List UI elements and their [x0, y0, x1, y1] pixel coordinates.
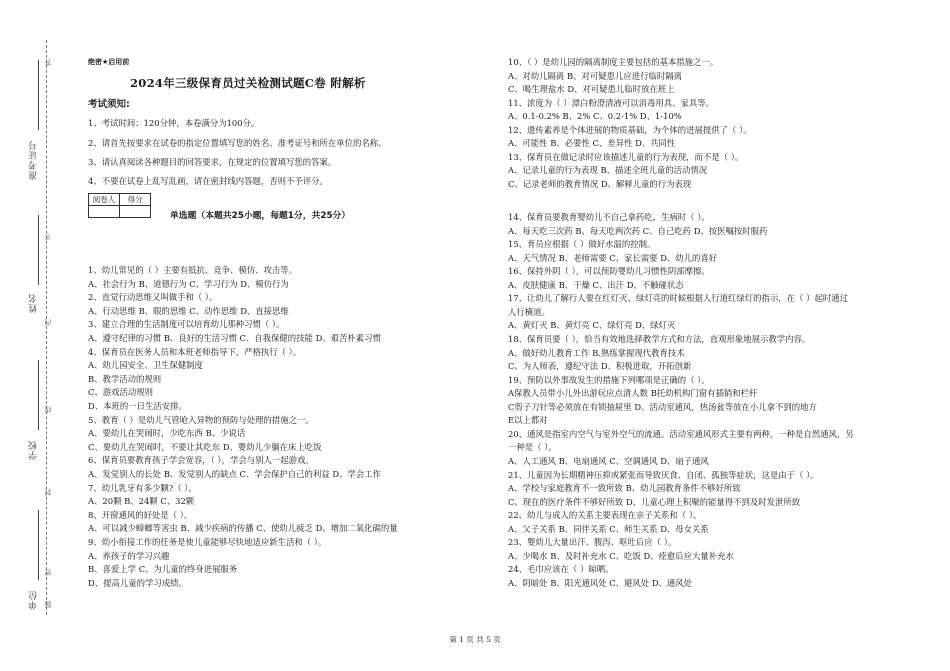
question-line: A、20颗 B、24颗 C、32颗 — [88, 496, 195, 507]
question-line: 3、建立合理的生活制度可以培育幼儿那种习惯（ ）。 — [88, 319, 285, 330]
question-line: E以上都对 — [508, 415, 548, 426]
question-line: A、黄灯灭 B、黄灯亮 C、绿灯亮 D、绿灯灭 — [508, 320, 676, 331]
question-line: A、父子关系 B、同伴关系 C、师生关系 D、母女关系 — [508, 523, 709, 534]
question-line: A、少喝水 B、及时补充水 C、吃饭 D、痊愈后应大量补充水 — [508, 550, 734, 561]
question-line: A、学校与家庭教育不一致所致 B、幼儿园教育条件不够好所致 — [508, 483, 741, 494]
notice-item: 2、请首先按要求在试卷的指定位置填写您的姓名、准考证号和所在单位的名称。 — [88, 138, 387, 148]
question-line: A、记录儿童的行为表现 B、描述全班儿童的活动情况 — [508, 165, 708, 176]
gutter-top-mark: 答 — [44, 58, 52, 66]
question-line: B、喜爱上学 C、为儿童的终身进展服务 — [88, 564, 238, 575]
question-line: 1、幼儿常见的（ ）主要有抵抗、竞争、模仿、攻击等。 — [88, 265, 297, 275]
question-line: D、本班的一日生活安排。 — [88, 401, 187, 411]
question-line: D、提高儿童的学习成绩。 — [88, 577, 187, 588]
question-line: 23、婴幼儿大量出汗、腹泻、呕吐后应（ ）。 — [508, 537, 677, 548]
question-line: A、行动思维 B、眼的思维 C、动作思维 D、直接思维 — [88, 305, 289, 316]
question-line: 24、毛巾应该在（ ）晾晒。 — [508, 564, 614, 575]
question-line: 5、教育（ ）是幼儿气管呛入异物的预防与处理的措施之一。 — [88, 414, 314, 425]
gutter-mark-bu: 不 — [44, 232, 52, 240]
question-line: A保教人员带小儿外出游玩应点清人数 B托幼机构门窗有插销和栏杆 — [508, 388, 758, 399]
notice-heading: 考试须知: — [88, 99, 130, 110]
question-line: A、人工通风 B、电扇通风 C、空调通风 D、扇子通风 — [508, 455, 709, 466]
question-line: A、发觉别人的长处 B、发觉别人的缺点 C、学会保护自己的利益 D、学会工作 — [88, 469, 381, 479]
question-line: 13、保育员在做记录时应该描述儿童的行为表现，而不是（ ）。 — [508, 151, 744, 162]
question-line: 2、直觉行动思维又叫做手和（ ）。 — [88, 292, 218, 303]
question-line: B、教学活动的规则 — [88, 373, 162, 384]
question-line: A、社会行为 B、道德行为 C、学习行为 D、模仿行为 — [88, 278, 289, 289]
question-line: A、0.1-0.2% B、2% C、0.2-1% D、1-10% — [508, 111, 682, 122]
gutter-label-unit: 单位 — [29, 590, 39, 610]
notice-item: 4、不要在试卷上乱写乱画，请在密封线内答题，否则不予评分。 — [88, 176, 328, 186]
question-line: 16、保持外阴（ ），可以预防婴幼儿习惯性阴部摩擦。 — [508, 266, 710, 277]
notice-item: 1、考试时间：120分钟，本卷满分为100分。 — [88, 118, 260, 128]
score-table — [88, 193, 151, 218]
score-table-reviewer-cell[interactable] — [89, 206, 120, 218]
question-line: A、阴暗处 B、阳光通风处 C、避风处 D、通风处 — [508, 577, 693, 588]
question-line: C、为人师表，遵纪守法 D、积极进取，开拓创新 — [508, 361, 692, 372]
question-line: 14、保育员要教育婴幼儿不自己拿药吃，生病时（ ）。 — [508, 212, 710, 223]
question-line: A、每天吃三次药 B、每天吃两次药 C、自己吃药 D、按医嘱按时服药 — [508, 225, 768, 236]
question-line: 4、保育员在医务人员和本班老师指导下，严格执行（ ）。 — [88, 346, 302, 357]
question-line: 19、预防以外事故发生的措施下列哪项是正确的（ ）。 — [508, 374, 710, 385]
unit-underline — [38, 510, 39, 580]
exam-number-underline — [38, 60, 39, 130]
question-line: A、天气情况 B、老师需要 C、家长需要 D、幼儿的喜好 — [508, 252, 718, 263]
question-line: C、记录老师的教育情况 D、解释儿童的行为表现 — [508, 178, 692, 189]
question-line: A、做好幼儿教育工作 B.熟练掌握现代教育技术 — [508, 347, 685, 358]
question-line: 20、通风是指室内空气与室外空气的流通。活动室通风形式主要有两种，一种是自然通风，另 — [508, 428, 854, 439]
gutter-mark-feng: 封 — [44, 488, 52, 496]
page-footer: 第 1 页 共 5 页 — [449, 635, 501, 644]
question-line: 12、遗传素养是个体进展的物质基础，为个体的进展提供了（ ）。 — [508, 124, 752, 135]
name-underline — [38, 215, 39, 285]
gutter-mark-mi: 密 — [44, 568, 52, 576]
gutter-mark-xian: 线 — [44, 405, 52, 413]
question-line: A、对幼儿隔离 B、对可疑患儿应进行临时隔离 — [508, 70, 682, 81]
seal-dashed-line — [46, 40, 47, 615]
question-line: 18、保育员要（ ），恰当有效地选择教学方式和方法，直观形象地展示教学内容。 — [508, 334, 811, 344]
question-line: A、养孩子的学习兴趣 — [88, 550, 170, 561]
gutter-mark-nei: 内 — [44, 318, 52, 326]
question-line: A、要幼儿在哭闹时，少吃东西 B、少说话 — [88, 428, 246, 439]
question-line: 9、幼小衔接工作的任务是使儿童能够尽快地适应新生活和（ ）。 — [88, 537, 327, 547]
score-table-score-header: 得分 — [120, 194, 151, 206]
score-table-reviewer-header: 阅卷人 — [89, 194, 120, 206]
section-heading: 单选题（本题共25小题，每题1分，共25分） — [170, 211, 351, 221]
question-line: 22、幼儿与成人的关系主要表现在亲子关系和（ ）。 — [508, 510, 702, 521]
question-line: A、可能性 B、必要性 C、差异性 D、共同性 — [508, 138, 676, 149]
binding-margin — [0, 0, 72, 671]
score-table-score-cell[interactable] — [120, 206, 151, 218]
gutter-label-exam-number: 准考证号 — [29, 140, 39, 180]
question-line: 15、育员应根据（ ）做好水温的控制。 — [508, 239, 656, 250]
question-line: 11、浓度为（ ）漂白粉澄清液可以消毒用具、家具等。 — [508, 97, 714, 108]
question-line: C、要幼儿在哭闹时，不要让其吃东 D、婴幼儿少躺在床上吃饭 — [88, 441, 322, 452]
question-line: A、皮肤健康 B、干燥 C、出汗 D、不触碰状态 — [508, 279, 684, 290]
question-line: 21、儿童因为长期精神压抑或紧张而导致厌食、自闭、孤独等症状，这是由于（ ）。 — [508, 469, 819, 480]
question-line: A、幼儿园安全、卫生保健制度 — [88, 360, 203, 371]
secret-label: 绝密★启用前 — [88, 58, 130, 66]
gutter-label-name: 姓名 — [29, 293, 39, 313]
page-title: 2024年三级保育员过关检测试题C卷 附解析 — [130, 76, 366, 90]
question-line: 17、让幼儿了解行人要在红灯灭、绿灯亮的时候根据人行道红绿灯的指示，在（ ）起时通过 — [508, 293, 848, 304]
question-line: 人行横道。 — [508, 306, 550, 317]
question-line: 6、保育员要教育孩子学会宽容，（ ），学会与别人一起游戏。 — [88, 455, 314, 466]
notice-item: 3、请认真阅读各种题目的回答要求，在规定的位置填写您的答案。 — [88, 157, 337, 167]
question-line: 7、幼儿乳牙有多少颗?（ ）。 — [88, 482, 197, 493]
question-line: 10、（ ）是幼儿园的隔离制度主要包括的基本措施之一。 — [508, 57, 719, 67]
question-line: C、喝生理盐水 D、对可疑患儿临时放在班上 — [508, 84, 675, 95]
school-underline — [38, 360, 39, 430]
gutter-label-school: 学校 — [29, 440, 39, 460]
question-line: 一种是（ ）。 — [508, 442, 557, 453]
gutter-mark-ti: 题 — [44, 600, 52, 608]
question-line: C剪子刀针等必须放在有锁抽屉里 D、活动室通风，热汤盆等放在小儿拿不到的地方 — [508, 401, 817, 412]
question-line: C、现在的医疗条件不够好所致 D、儿童心理上积聚的能量得不到及时发泄所致 — [508, 496, 801, 507]
question-line: 8、开窗通风的好处是（ ）。 — [88, 509, 193, 520]
question-line: A、可以减少蟑螂等害虫 B、减少疾病的传播 C、使幼儿疲乏 D、增加二氧化碳的量 — [88, 523, 398, 534]
question-line: C、游戏活动规则 — [88, 387, 154, 398]
question-line: A、遵守纪律的习惯 B、良好的生活习惯 C、自我保健的技能 D、艰苦朴素习惯 — [88, 333, 381, 343]
